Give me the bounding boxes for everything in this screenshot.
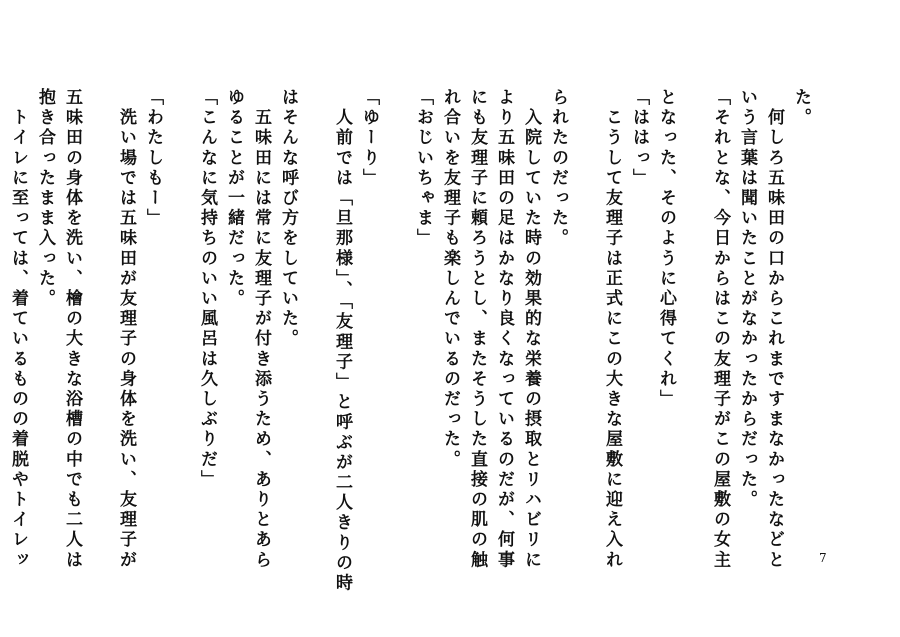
text-line: いう言葉は聞いたことがなかったからだった。 — [737, 88, 757, 511]
text-line: 入院していた時の効果的な栄養の摂取とリハビリに — [521, 88, 541, 571]
text-line: 何しろ五味田の口からこれまですまなかったなどと — [764, 88, 784, 571]
text-line: となった、そのように心得てくれ」 — [656, 88, 676, 410]
text-line: 五味田の身体を洗い、檜の大きな浴槽の中でも二人は — [62, 88, 82, 571]
text-line: 抱き合ったまま入った。 — [35, 88, 55, 310]
text-line: 「わたしもー」 — [143, 88, 163, 229]
text-line: ゆることが一緒だった。 — [224, 88, 244, 310]
text-line: はそんな呼び方をしていた。 — [278, 88, 298, 350]
text-line: 「こんなに気持ちのいい風呂は久しぶりだ」 — [197, 88, 217, 490]
text-line: られたのだった。 — [548, 88, 568, 249]
text-line: 「おじいちゃま」 — [413, 88, 433, 249]
text-line: にも友理子に頼ろうとし、またそうした直接の肌の触 — [467, 88, 487, 571]
vertical-text-body — [8, 88, 814, 600]
text-line: こうして友理子は正式にこの大きな屋敷に迎え入れ — [602, 88, 622, 571]
text-line: より五味田の足はかなり良くなっているのだが、何事 — [494, 88, 514, 571]
text-line: 「ゆーり」 — [359, 88, 379, 189]
text-line: れ合いを友理子も楽しんでいるのだった。 — [440, 88, 460, 470]
text-line: 洗い場では五味田が友理子の身体を洗い、友理子が — [116, 88, 136, 571]
text-line: 五味田には常に友理子が付き添うため、ありとあら — [251, 88, 271, 571]
text-line: た。 — [791, 88, 811, 129]
text-line: トイレに至っては、着ているものの着脱やトイレッ — [8, 88, 28, 571]
text-line: 人前では「旦那様」、「友理子」と呼ぶが二人きりの時 — [332, 88, 352, 594]
text-line: 「それとな、今日からはこの友理子がこの屋敷の女主 — [710, 88, 730, 571]
page-number: 7 — [819, 551, 827, 565]
text-line: 「ははっ」 — [629, 88, 649, 189]
